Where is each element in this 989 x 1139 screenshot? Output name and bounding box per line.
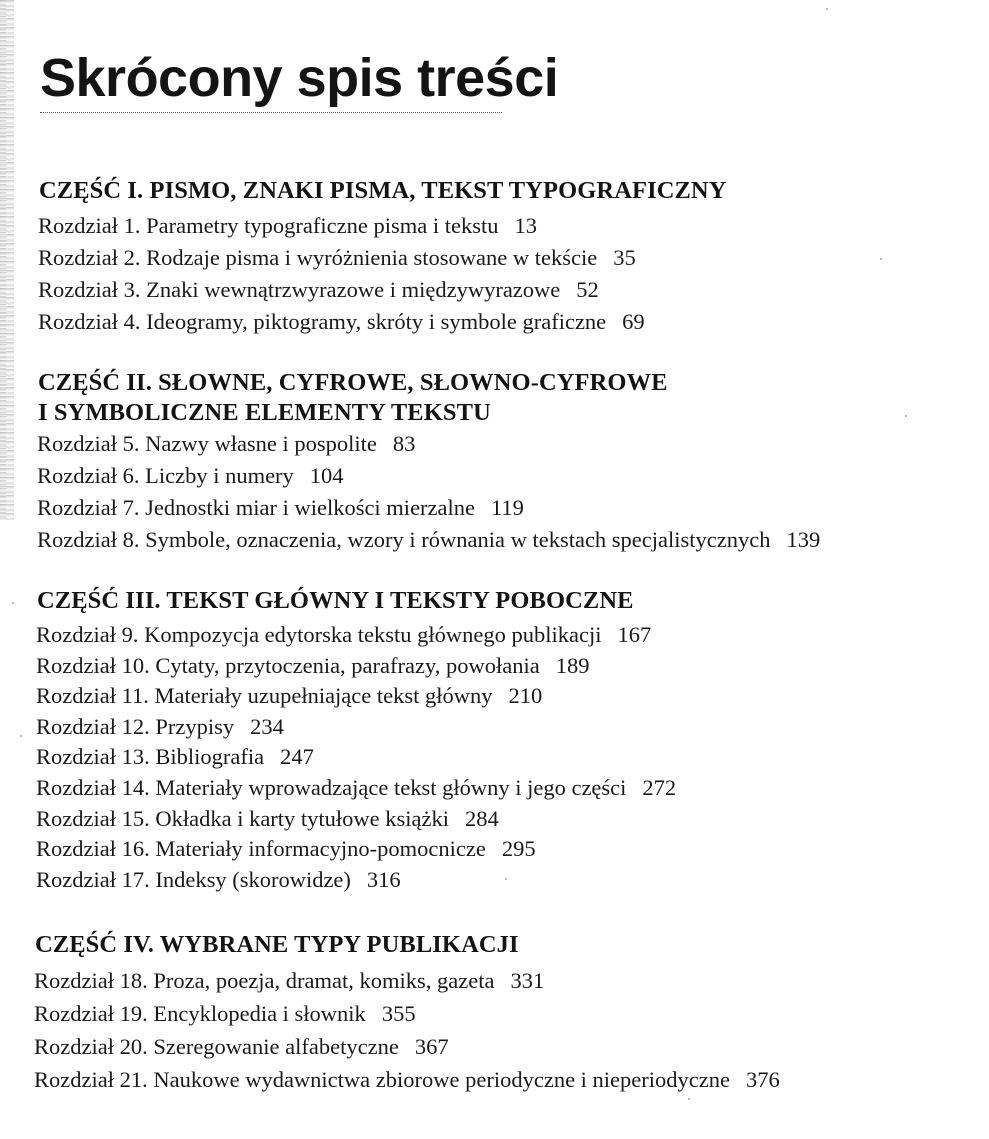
page-number: 272 — [642, 775, 677, 800]
part-heading: I SYMBOLICZNE ELEMENTY TEKSTU — [38, 399, 491, 426]
chapter-title: Rozdział 21. Naukowe wydawnictwa zbiorowe periodyczne i nieperiodyczne — [34, 1067, 730, 1092]
toc-entry — [36, 805, 499, 833]
toc-entry — [37, 430, 415, 458]
chapter-title: Rozdział 14. Materiały wprowadzające tekst główny i jego części — [36, 775, 627, 800]
toc-entry — [38, 308, 645, 336]
chapter-title: Rozdział 9. Kompozycja edytorska tekstu głównego publikacji — [36, 622, 602, 647]
chapter-title: Rozdział 12. Przypisy — [36, 714, 235, 739]
chapter-title: Rozdział 5. Nazwy własne i pospolite — [37, 431, 377, 456]
chapter-title: Rozdział 6. Liczby i numery — [37, 463, 294, 488]
toc-entry — [34, 1033, 449, 1061]
toc-entry — [36, 743, 314, 771]
part-heading: CZĘŚĆ I. PISMO, ZNAKI PISMA, TEKST TYPOGRAFICZNY — [39, 177, 727, 204]
chapter-title: Rozdział 3. Znaki wewnątrzwyrazowe i międzywyrazowe — [38, 277, 561, 302]
page-number: 139 — [786, 527, 821, 552]
page-number: 331 — [510, 968, 545, 993]
scan-speck — [688, 1098, 690, 1100]
chapter-title: Rozdział 1. Parametry typograficzne pisma i tekstu — [38, 213, 499, 238]
part-heading: CZĘŚĆ II. SŁOWNE, CYFROWE, SŁOWNO-CYFROWE — [38, 369, 668, 396]
page-number: 189 — [555, 653, 590, 678]
page-number: 119 — [491, 495, 524, 520]
toc-entry — [34, 1000, 416, 1028]
page-number: 13 — [514, 213, 537, 238]
toc-entry — [36, 774, 676, 802]
scan-speck — [905, 415, 907, 417]
part-heading: CZĘŚĆ IV. WYBRANE TYPY PUBLIKACJI — [35, 931, 519, 958]
chapter-title: Rozdział 13. Bibliografia — [36, 744, 265, 769]
page-title: Skrócony spis treści — [40, 48, 559, 108]
page-number: 376 — [745, 1067, 780, 1092]
page-number: 210 — [508, 683, 543, 708]
toc-entry — [34, 1066, 780, 1094]
page-number: 355 — [381, 1001, 416, 1026]
toc-entry — [37, 462, 344, 490]
title-underline — [40, 112, 502, 113]
scan-speck — [880, 258, 882, 260]
chapter-title: Rozdział 10. Cytaty, przytoczenia, parafrazy, powołania — [36, 653, 540, 678]
chapter-title: Rozdział 15. Okładka i karty tytułowe książki — [36, 806, 450, 831]
scan-binding-edge — [0, 0, 14, 520]
scan-speck — [826, 8, 828, 10]
page-number: 316 — [366, 867, 401, 892]
chapter-title: Rozdział 16. Materiały informacyjno-pomocnicze — [36, 836, 486, 861]
toc-entry — [36, 835, 536, 863]
scan-speck — [505, 878, 507, 880]
toc-entry — [36, 621, 651, 649]
page-number: 167 — [617, 622, 652, 647]
page-number: 35 — [613, 245, 636, 270]
scan-speck — [12, 602, 14, 604]
toc-entry — [36, 713, 284, 741]
page-number: 83 — [392, 431, 416, 456]
toc-entry — [34, 967, 544, 995]
page-number: 247 — [280, 744, 314, 769]
chapter-title: Rozdział 20. Szeregowanie alfabetyczne — [34, 1034, 399, 1059]
page-number: 367 — [414, 1034, 449, 1059]
page-number: 52 — [576, 277, 599, 302]
chapter-title: Rozdział 8. Symbole, oznaczenia, wzory i równania w tekstach specjalistycznych — [37, 527, 771, 552]
toc-entry — [36, 652, 590, 680]
toc-entry — [37, 526, 820, 554]
chapter-title: Rozdział 4. Ideogramy, piktogramy, skróty i symbole graficzne — [38, 309, 607, 334]
scan-speck — [20, 735, 22, 737]
chapter-title: Rozdział 11. Materiały uzupełniające tekst główny — [36, 683, 493, 708]
chapter-title: Rozdział 7. Jednostki miar i wielkości mierzalne — [37, 495, 476, 520]
chapter-title: Rozdział 18. Proza, poezja, dramat, komiks, gazeta — [34, 968, 495, 993]
page-number: 284 — [465, 806, 499, 831]
toc-entry — [38, 244, 636, 272]
page-number: 295 — [501, 836, 536, 861]
toc-entry — [38, 276, 599, 304]
toc-entry — [36, 682, 542, 710]
toc-entry — [38, 212, 537, 240]
page-number: 104 — [309, 463, 344, 488]
chapter-title: Rozdział 19. Encyklopedia i słownik — [34, 1001, 366, 1026]
toc-entry — [37, 494, 524, 522]
page-number: 234 — [250, 714, 284, 739]
part-heading: CZĘŚĆ III. TEKST GŁÓWNY I TEKSTY POBOCZNE — [37, 587, 634, 614]
page-number: 69 — [622, 309, 645, 334]
toc-entry — [36, 866, 401, 894]
chapter-title: Rozdział 17. Indeksy (skorowidze) — [36, 867, 351, 892]
chapter-title: Rozdział 2. Rodzaje pisma i wyróżnienia stosowane w tekście — [38, 245, 598, 270]
